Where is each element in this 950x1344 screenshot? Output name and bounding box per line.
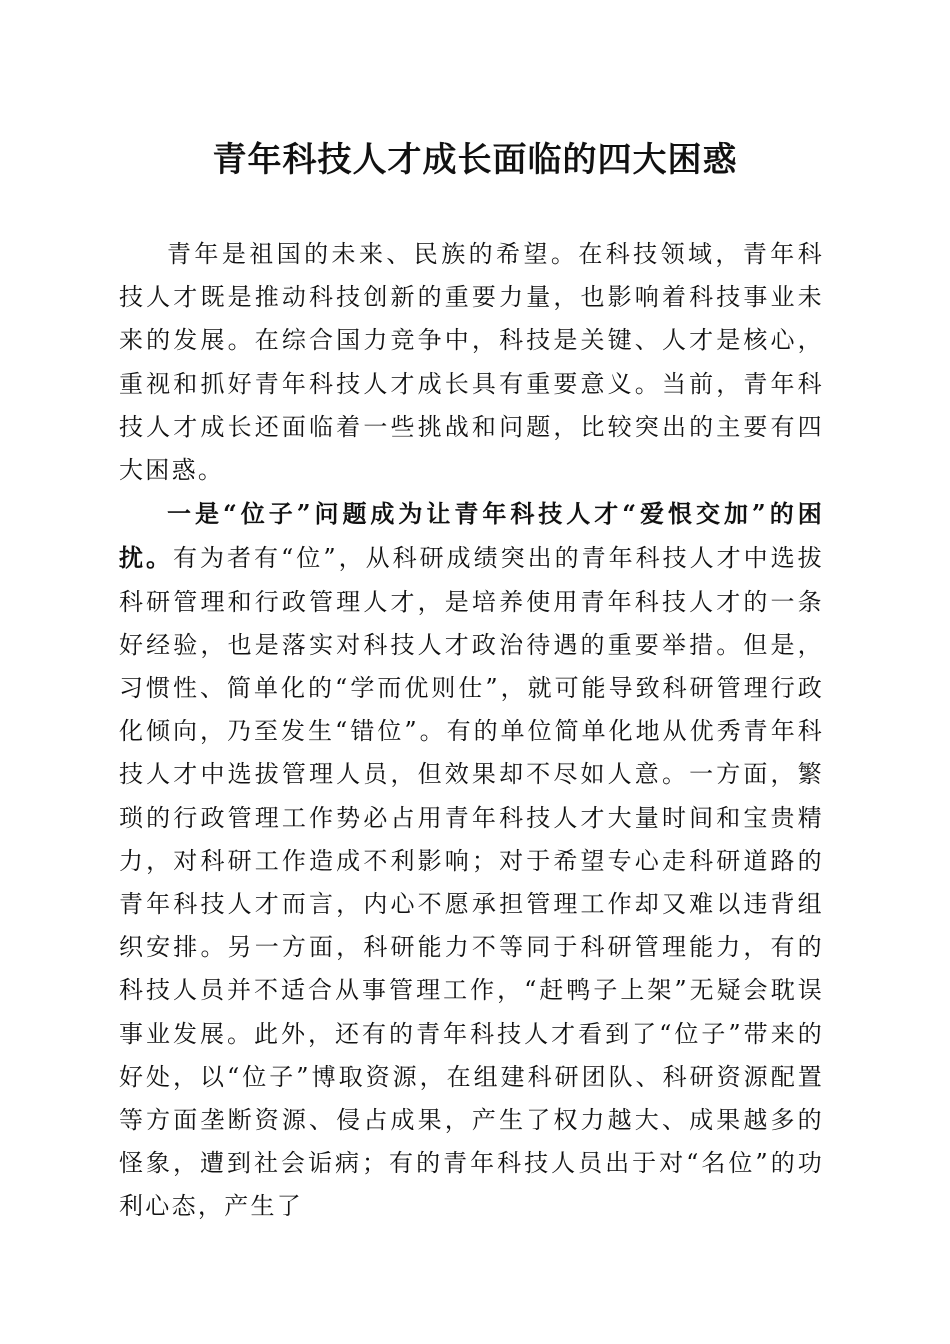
paragraph-point-one-lead: 一是“位子”问题成为让青年科技人才“爱恨交加”的困扰。 [119,499,824,573]
paragraph-point-one [119,492,824,1228]
document-body [119,233,824,1229]
paragraph-intro [119,233,824,492]
paragraph-point-one-text: 有为者有“位”，从科研成绩突出的青年科技人才中选拔科研管理和行政管理人才，是培养使用青年科技人才的一条好经验，也是落实对科技人才政治待遇的重要举措。但是，习惯性、简单化的“学而优则仕”，就可能导致科研管理行政化倾向，乃至发生“错位”。有的单位简单化地从优秀青年科技人才中选拔管理人员，但效果却不尽如人意。一方面，繁琐的行政管理工作势必占用青年科技人才大量时间和宝贵精力，对科研工作造成不利影响；对于希望专心走科研道路的青年科技人才而言，内心不愿承担管理工作却又难以违背组织安排。另一方面，科研能力不等同于科研管理能力，有的科技人员并不适合从事管理工作，“赶鸭子上架”无疑会耽误事业发展。此外，还有的青年科技人才看到了“位子”带来的好处，以“位子”博取资源，在组建科研团队、科研资源配置等方面垄断资源、侵占成果，产生了权力越大、成果越多的怪象，遭到社会诟病；有的青年科技人员出于对“名位”的功利心态，产生了 [119,544,824,1221]
paragraph-intro-text: 青年是祖国的未来、民族的希望。在科技领域，青年科技人才既是推动科技创新的重要力量，也影响着科技事业未来的发展。在综合国力竞争中，科技是关键、人才是核心，重视和抓好青年科技人才成长具有重要意义。当前，青年科技人才成长还面临着一些挑战和问题，比较突出的主要有四大困惑。 [119,240,824,485]
document-title: 青年科技人才成长面临的四大困惑 [212,140,738,180]
